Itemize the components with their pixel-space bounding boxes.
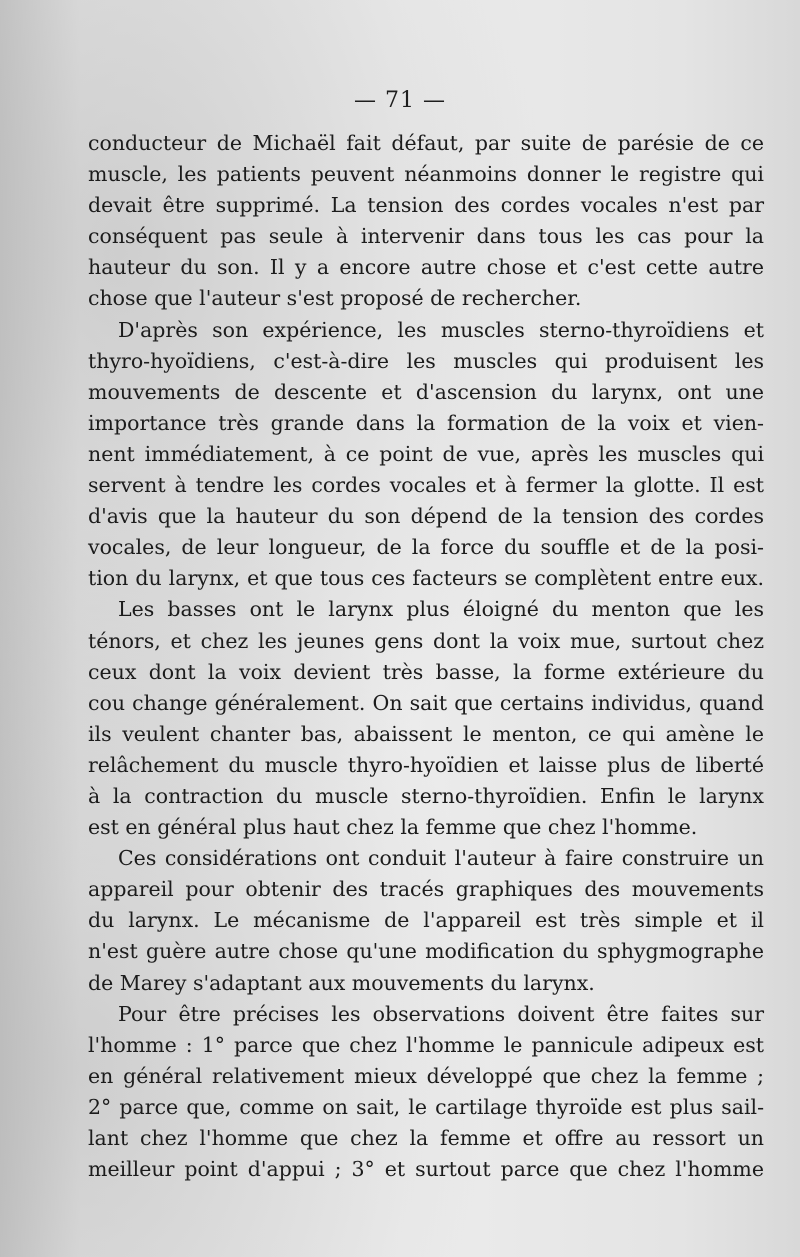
- text-line: 2° parce que, comme on sait, le cartilage thyroïde est plus sail-: [88, 1094, 764, 1119]
- page-number: — 71 —: [354, 88, 446, 113]
- paragraph: [88, 999, 764, 1186]
- text-line: de Marey s'adaptant aux mouvements du larynx.: [88, 970, 595, 995]
- text-line: importance très grande dans la formation de la voix et vien-: [88, 410, 764, 435]
- text-line: mouvements de descente et d'ascension du larynx, ont une: [88, 379, 764, 404]
- text-line: n'est guère autre chose qu'une modification du sphygmographe: [88, 939, 764, 964]
- text-line: Les basses ont le larynx plus éloigné du menton que les: [118, 597, 764, 622]
- text-line: à la contraction du muscle sterno-thyroïdien. Enfin le larynx: [88, 783, 764, 808]
- text-line: en général relativement mieux développé que chez la femme ;: [88, 1063, 764, 1088]
- text-line: l'homme : 1° parce que chez l'homme le pannicule adipeux est: [88, 1032, 764, 1057]
- text-line: ténors, et chez les jeunes gens dont la voix mue, surtout chez: [88, 628, 764, 653]
- text-line: ils veulent chanter bas, abaissent le menton, ce qui amène le: [88, 721, 764, 746]
- paragraph: [88, 315, 764, 595]
- text-line: conducteur de Michaël fait défaut, par suite de parésie de ce: [88, 131, 764, 155]
- text-line: lant chez l'homme que chez la femme et offre au ressort un: [88, 1126, 764, 1150]
- body-text: [88, 128, 764, 1185]
- text-line: cou change généralement. On sait que certains individus, quand: [88, 690, 764, 715]
- text-line: conséquent pas seule à intervenir dans tous les cas pour la: [88, 224, 764, 249]
- paragraph: [88, 594, 764, 843]
- text-line: thyro-hyoïdiens, c'est-à-dire les muscles qui produisent les: [88, 348, 764, 373]
- text-line: Pour être précises les observations doivent être faites sur: [118, 1001, 764, 1026]
- text-line: Ces considérations ont conduit l'auteur à faire construire un: [118, 846, 764, 871]
- text-line: ceux dont la voix devient très basse, la forme extérieure du: [88, 659, 764, 684]
- text-line: muscle, les patients peuvent néanmoins donner le registre qui: [88, 162, 764, 187]
- text-line: meilleur point d'appui ; 3° et surtout parce que chez l'homme: [88, 1157, 764, 1182]
- text-line: chose que l'auteur s'est proposé de rechercher.: [88, 286, 582, 311]
- text-line: tion du larynx, et que tous ces facteurs se complètent entre eux.: [88, 566, 764, 591]
- text-line: devait être supprimé. La tension des cordes vocales n'est par: [88, 193, 764, 218]
- text-line: relâchement du muscle thyro-hyoïdien et laisse plus de liberté: [88, 752, 764, 777]
- text-line: hauteur du son. Il y a encore autre chose et c'est cette autre: [88, 255, 764, 280]
- paragraph: [88, 128, 764, 315]
- paragraph: [88, 843, 764, 998]
- text-line: vocales, de leur longueur, de la force du souffle et de la posi-: [88, 535, 764, 560]
- text-line: D'après son expérience, les muscles sterno-thyroïdiens et: [118, 317, 764, 342]
- text-line: est en général plus haut chez la femme que chez l'homme.: [88, 815, 698, 840]
- text-line: servent à tendre les cordes vocales et à fermer la glotte. Il est: [88, 473, 764, 498]
- text-line: du larynx. Le mécanisme de l'appareil est très simple et il: [88, 908, 764, 933]
- text-line: d'avis que la hauteur du son dépend de la tension des cordes: [88, 504, 764, 529]
- text-line: appareil pour obtenir des tracés graphiques des mouvements: [88, 877, 764, 902]
- text-line: nent immédiatement, à ce point de vue, après les muscles qui: [88, 441, 764, 466]
